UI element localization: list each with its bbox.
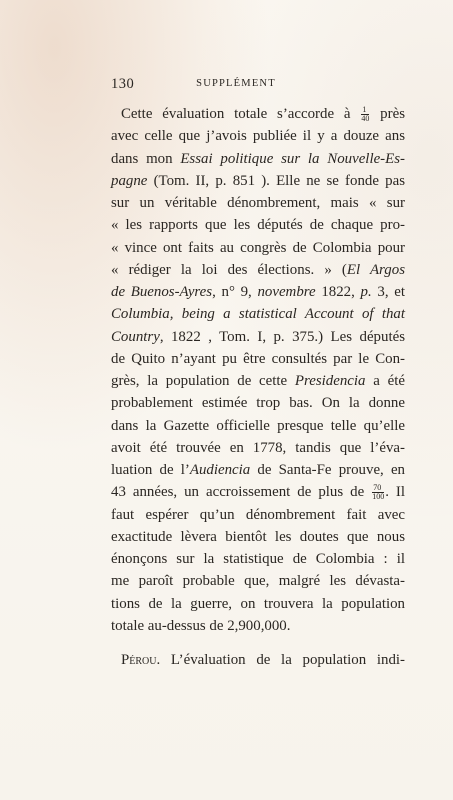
text-line: luation de l’Audiencia de Santa-Fe prouve, en xyxy=(111,462,405,478)
fraction: $\frac{70}{100}$ xyxy=(372,483,385,502)
text-line: « rédiger la loi des élections. » (El Argos xyxy=(111,261,405,278)
text-line: avec celle que j’avois publiée il y a douze ans xyxy=(111,128,405,145)
fraction: $\frac{1}{40}$ xyxy=(361,105,370,124)
text-line: de Buenos-Ayres, n° 9, novembre 1822, p. 3, et xyxy=(111,284,405,300)
text-line: exactitude lèvera bientôt les doutes que nous xyxy=(111,528,405,545)
text-line: « vince ont faits au congrès de Colombia pour xyxy=(111,239,405,256)
page-header xyxy=(111,76,361,96)
text-line: tions de la guerre, on trouvera la population xyxy=(111,595,405,612)
text-line: Cette évaluation totale s’accorde à $\frac{1}{40}$ près xyxy=(121,105,405,124)
text-line: sur un véritable dénombrement, mais « sur xyxy=(111,195,405,211)
text-line: grès, la population de cette Presidencia a été xyxy=(111,373,405,389)
running-head: SUPPLÉMENT xyxy=(196,78,276,89)
text-line: Country, 1822 , Tom. I, p. 375.) Les députés xyxy=(111,328,405,345)
body-text xyxy=(111,103,405,637)
text-line: faut espérer qu’un dénombrement fait avec xyxy=(111,506,405,523)
text-line: me paroît probable que, malgré les dévasta- xyxy=(111,573,405,590)
text-line: totale au-dessus de 2,900,000. xyxy=(111,617,291,634)
text-line: Columbia, being a statistical Account of that xyxy=(111,306,405,323)
next-section-line xyxy=(121,649,405,671)
text-line: « les rapports que les députés de chaque pro- xyxy=(111,217,405,234)
text-line: pagne (Tom. II, p. 851 ). Elle ne se fonde pas xyxy=(111,172,405,189)
text-line: dans la Gazette officielle presque telle qu’elle xyxy=(111,417,405,434)
text-line: 43 années, un accroissement de plus de $\frac{70}{100}$ . Il xyxy=(111,483,405,502)
text-line: dans mon Essai politique sur la Nouvelle-Es- xyxy=(111,150,405,167)
page-number: 130 xyxy=(111,76,135,92)
text-line: de Quito n’ayant pu être consultés par le Con- xyxy=(111,350,405,367)
text-line: énonçons sur la statistique de Colombia : il xyxy=(111,551,405,567)
text-line: probablement estimée trop bas. On la donne xyxy=(111,395,405,412)
section-text: L’évaluation de la population indi- xyxy=(160,652,405,668)
section-label: Pérou. xyxy=(121,652,161,668)
text-line: avoit été trouvée en 1778, tandis que l’éva- xyxy=(111,439,405,456)
